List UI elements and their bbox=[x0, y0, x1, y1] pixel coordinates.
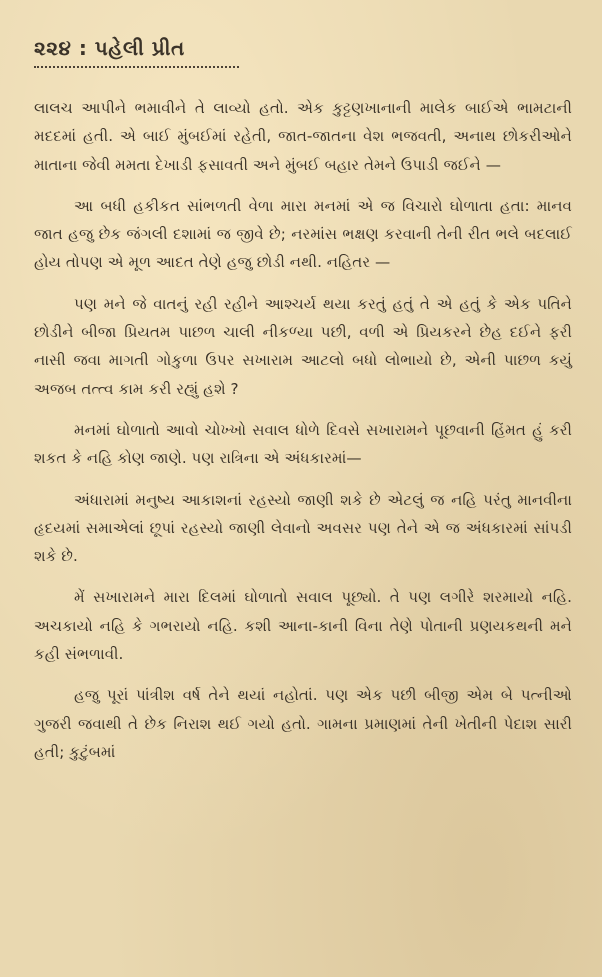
body-text bbox=[34, 94, 572, 779]
paragraph-2: આ બધી હકીકત સાંભળતી વેળા મારા મનમાં એ જ વિચારો ઘોળાતા હતા: માનવ જાત હજુ છેક જંગલી દશામાં જ જીવે છે; નરમાંસ ભક્ષણ કરવાની તેની રીત ભલે બદલાઈ હોય તોપણ એ મૂળ આદત તેણે હજુ છોડી નથી. નહિતર — bbox=[34, 196, 572, 272]
page-header bbox=[34, 36, 239, 68]
paragraph-1: લાલચ આપીને ભમાવીને તે લાવ્યો હતો. એક કુટ્ટણખાનાની માલેક બાઈએ ભામટાની મદદમાં હતી. એ બાઈ મુંબઈમાં રહેતી, જાત-જાતના વેશ ભજવતી, અનાથ છોકરીઓને માતાના જેવી મમતા દેખાડી ફસાવતી અને મુંબઈ બહાર તેમને ઉપાડી જઈને — bbox=[34, 99, 572, 174]
paragraph-6: મેં સખારામને મારા દિલમાં ઘોળાતો સવાલ પૂછ્યો. તે પણ લગીરે શરમાયો નહિ. અચકાયો નહિ કે ગભરાયો નહિ. કશી આના-કાની વિના તેણે પોતાની પ્રણયકથની મને કહી સંભળાવી. bbox=[34, 588, 572, 664]
paragraph-4: મનમાં ઘોળાતો આવો ચોખ્ખો સવાલ ધોળે દિવસે સખારામને પૂછવાની હિંમત હું કરી શકત કે નહિ કોણ જાણે. પણ રાત્રિના એ અંધકારમાં— bbox=[34, 420, 572, 468]
header-dotted-rule bbox=[34, 66, 239, 68]
paragraph-3: પણ મને જે વાતનું રહી રહીને આશ્ચર્ય થયા કરતું હતું તે એ હતું કે એક પતિને છોડીને બીજા પ્રિયતમ પાછળ ચાલી નીકળ્યા પછી, વળી એ પ્રિયકરને છેહ દઈને ફરી નાસી જવા માગતી ગોકુળા ઉપર સખારામ આટલો બધો લોભાયો છે, એની પાછળ કયું અજબ તત્ત્વ કામ કરી રહ્યું હશે ? bbox=[34, 294, 572, 398]
paragraph-5: અંધારામાં મનુષ્ય આકાશનાં રહસ્યો જાણી શકે છે એટલું જ નહિ પરંતુ માનવીના હૃદયમાં સમાએલાં છૂપાં રહસ્યો જાણી લેવાનો અવસર પણ તેને એ જ અંધકારમાં સાંપડી શકે છે. bbox=[34, 490, 572, 566]
page-number-and-title: ૨૨૪ : પહેલી પ્રીત bbox=[34, 36, 185, 60]
paragraph-7: હજુ પૂરાં પાંત્રીશ વર્ષ તેને થયાં નહોતાં. પણ એક પછી બીજી એમ બે પત્નીઓ ગુજરી જવાથી તે છેક નિરાશ થઈ ગયો હતો. ગામના પ્રમાણમાં તેની ખેતીની પેદાશ સારી હતી; કુટુંબમાં bbox=[34, 686, 572, 761]
